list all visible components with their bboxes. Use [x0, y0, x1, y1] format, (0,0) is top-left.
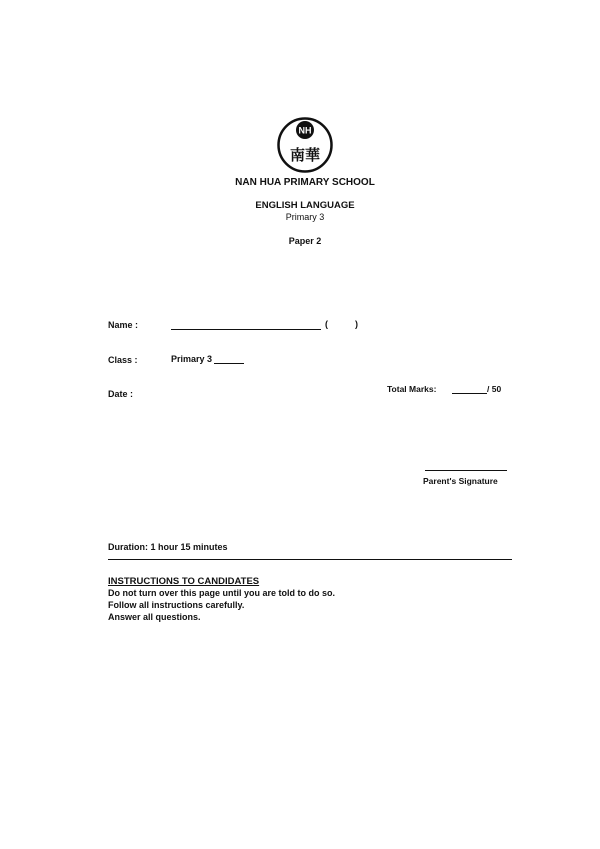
- signature-field[interactable]: [425, 470, 507, 471]
- index-paren-open: (: [325, 319, 328, 329]
- index-paren-close: ): [355, 319, 358, 329]
- instructions-title: INSTRUCTIONS TO CANDIDATES: [108, 576, 260, 587]
- name-field[interactable]: [171, 329, 321, 330]
- instruction-line: Answer all questions.: [108, 612, 201, 622]
- date-label: Date :: [108, 389, 134, 399]
- logo-chinese-text: 南華: [289, 146, 321, 164]
- subject-title: ENGLISH LANGUAGE: [255, 200, 355, 211]
- divider: [108, 559, 512, 560]
- name-label: Name :: [108, 320, 139, 330]
- logo-monogram: NH: [298, 125, 312, 136]
- class-value: Primary 3: [171, 354, 213, 364]
- class-field[interactable]: [214, 363, 244, 364]
- total-marks-label: Total Marks:: [387, 384, 437, 394]
- school-name: NAN HUA PRIMARY SCHOOL: [235, 177, 375, 188]
- total-marks-max: / 50: [487, 384, 502, 394]
- duration-text: Duration: 1 hour 15 minutes: [108, 542, 228, 552]
- total-marks-field[interactable]: [452, 393, 487, 394]
- instruction-line: Follow all instructions carefully.: [108, 600, 245, 610]
- paper-label: Paper 2: [288, 236, 322, 246]
- school-logo: [276, 116, 334, 174]
- level-label: Primary 3: [285, 212, 325, 222]
- class-label: Class :: [108, 355, 138, 365]
- instruction-line: Do not turn over this page until you are told to do so.: [108, 588, 335, 598]
- signature-label: Parent's Signature: [423, 476, 498, 486]
